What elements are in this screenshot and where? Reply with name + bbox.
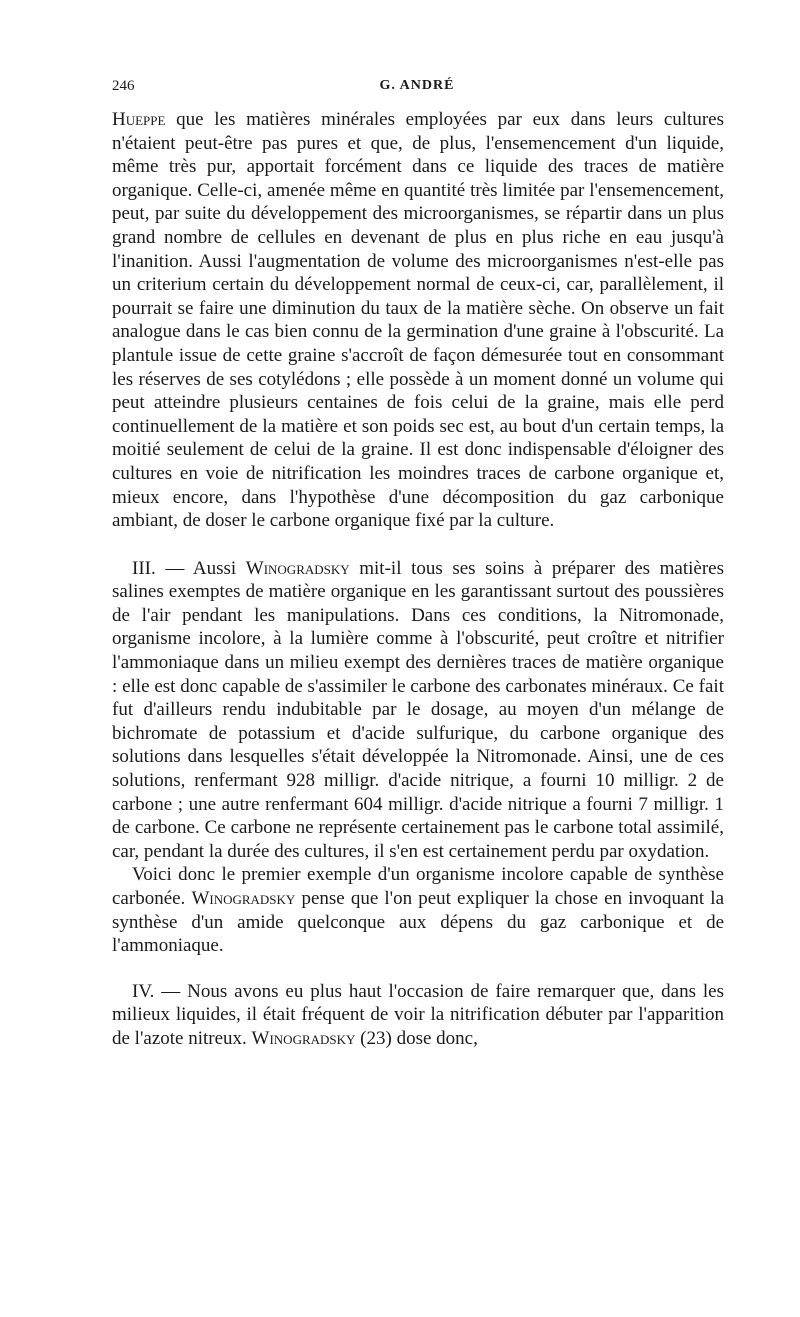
- paragraph-lead: IV. — Nous avons eu plus haut l'occasion de faire remarquer que, dans les milieux liquides, il était fréquent de voir la nitrification débuter par l'apparition de l'azote nitreux.: [112, 980, 724, 1049]
- paragraph-text: que les matières minérales employées par eux dans leurs cultures n'étaient peut-être pas pures et que, de plus, l'ensemencement d'un liquide, même très pur, apportait forcément dans ce liquide des traces de matière organique. Celle-ci, amenée même en quantité très limitée par l'ensemencement, peut, par suite du développement des microorganismes, se répartir dans un plus grand nombre de cellules en devenant de plus en plus riche en eau jusqu'à l'inanition. Aussi l'augmentation de volume des microorganismes n'est-elle pas un criterium certain du développement normal de ceux-ci, car, parallèlement, il pourrait se faire une diminution du taux de la matière sèche. On observe un fait analogue dans le cas bien connu de la germination d'une graine à l'obscurité. La plantule issue de cette graine s'accroît de façon démesurée tout en consommant les réserves de ses cotylédons ; elle possède à un moment donné un volume qui peut atteindre plusieurs centaines de fois celui de la graine, mais elle perd continuellement de la matière et son poids sec est, au bout d'un certain temps, la moitié seulement de celui de la graine. Il est donc indispensable d'éloigner des cultures en voie de nitrification les moindres traces de carbone organique et, mieux encore, dans l'hypothèse d'une décomposition du gaz carbonique ambiant, de doser le carbone organique fixé par la culture.: [112, 109, 724, 532]
- paragraph-section-iii: [112, 557, 724, 864]
- running-head: G. ANDRÉ: [379, 78, 455, 93]
- author-name-winogradsky: Winogradsky: [251, 1027, 356, 1049]
- paragraph-text: (23) dose donc,: [355, 1027, 478, 1049]
- paragraph-text: mit-il tous ses soins à préparer des matières salines exemptes de matière organique en les garantissant surtout des poussières de l'air pendant les manipulations. Dans ces conditions, la Nitromonade, organisme incolore, à la lumière comme à l'obscurité, peut croître et nitrifier l'ammoniaque dans un milieu exempt des dernières traces de matière organique : elle est donc capable de s'assimiler le carbone des carbonates minéraux. Ce fait fut d'ailleurs rendu indubitable par le dosage, au moyen d'un mélange de bichromate de potassium et d'acide sulfurique, du carbone organique des solutions dans lesquelles s'était développée la Nitromonade. Ainsi, une de ces solutions, renfermant 928 milligr. d'acide nitrique, a fourni 10 milligr. 2 de carbone ; une autre renfermant 604 milligr. d'acide nitrique a fourni 7 milligr. 1 de carbone. Ce carbone ne représente certainement pas le carbone total assimilé, car, pendant la durée des cultures, il s'en est certainement perdu par oxydation.: [112, 557, 724, 862]
- author-name-winogradsky: Winogradsky: [191, 888, 296, 909]
- author-name-winogradsky: Winogradsky: [245, 557, 350, 579]
- paragraph-lead: Voici donc le premier exemple d'un organisme incolore capable de synthèse carbonée.: [112, 864, 724, 909]
- section-label: III. — Aussi: [132, 557, 246, 579]
- page-number: 246: [112, 78, 135, 94]
- paragraph-section-iv: [112, 980, 724, 1051]
- page-header: [112, 78, 722, 102]
- author-name-hueppe: Hueppe: [112, 109, 166, 130]
- body-text: [112, 108, 724, 1051]
- paragraph-continued: [112, 108, 724, 533]
- paragraph-synthesis: [112, 863, 724, 957]
- paragraph-text: pense que l'on peut expliquer la chose en invoquant la synthèse d'un amide quelconque aux dépens du gaz carbonique et de l'ammoniaque.: [112, 888, 725, 957]
